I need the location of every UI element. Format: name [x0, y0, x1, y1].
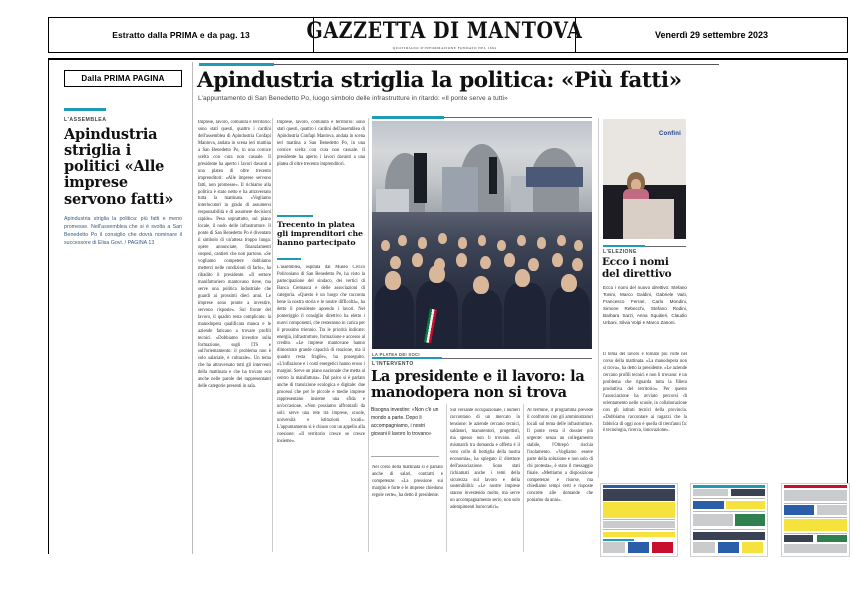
page-thumbnail-1[interactable]: [600, 483, 678, 557]
column-deck-headline: Trecento in platea gli imprenditori che hanno partecipato: [277, 220, 363, 248]
page-left-border: [48, 58, 49, 554]
sidebar-divider: [192, 62, 193, 554]
header-divider-rule: [48, 58, 848, 60]
column-rule-2: [368, 118, 369, 552]
elezione-hairline-rule: [645, 246, 686, 247]
elezione-accent-rule: [603, 245, 645, 247]
masthead-title: GAZZETTA DI MANTOVA: [306, 17, 583, 44]
page-header-bar: [48, 17, 848, 53]
body-column-e: Al termine, il programma prevede il confronto con gli amministratori locali sul tema delle infrastrutture. Il ponte resta il dossier più urgente: senza un collegamento stabile, l'Oltrepò rischia l'isolamento. «Vogliamo essere parte della soluzione e non solo di chi protesta», è stato il messaggio finale. «Mettiamo a disposizione competenze e risorse, ma chiediamo tempi certi e risposte concrete alle domande che poniamo da anni».: [527, 408, 593, 504]
pull-quote-rule: [371, 456, 439, 457]
body-column-f: Il tema del lavoro è tornato più volte nel corso della mattinata. «La manodopera non si trova», ha detto la presidente. «Le aziende cercano profili tecnici e non li trovano: è un problema che riguarda tutta la filiera produttiva del territorio». Per questo l'associazione ha avviato percorsi di orientamento nelle scuole, in collaborazione con gli istituti tecnici della provincia. «Dobbiamo raccontare ai ragazzi che la fabbrica di oggi non è quella di trent'anni fa: è tecnologia, ricerca, innovazione».: [603, 352, 687, 434]
president-podium-photo: [603, 119, 686, 239]
main-subheadline: L'appuntamento di San Benedetto Po, luogo simbolo delle infrastrutture in ritardo: «Il ponte serve a tutti»: [198, 95, 508, 102]
body-column-d: Sul versante occupazionale, i numeri raccontano di un mercato in tensione: le aziende cercano tecnici, saldatori, manutentori, progettisti, ma spesso non li trovano. «Il mismatch tra domanda e offerta è il vero collo di bottiglia della nostra economia», ha spiegato il direttore dell'associazione. Sono stati richiamati anche i temi della sicurezza sul lavoro e della sostenibilità: «Le nostre imprese stanno investendo molto, ma serve un accompagnamento serio, non solo adempimenti burocratici».: [450, 408, 520, 511]
main-accent-rule: [199, 63, 274, 66]
intervento-kicker: L'INTERVENTO: [372, 361, 414, 367]
photo-hairline-rule: [444, 117, 592, 118]
column-rule-4: [523, 404, 524, 552]
issue-date: Venerdì 29 settembre 2023: [654, 30, 769, 40]
masthead-cell: [306, 17, 583, 52]
elezione-names-text: Ecco i nomi del nuovo direttivo: Stefano Tonini, Marco Galdini, Gabriele Vaiti, Francesco Ferrari, Carlo Mondini, Simone Rebecchi, Stefano Rodini, Barbara Sarzi, Anna Squitieri, Claudio Urbani, Silvia Volpi e Marco Zanoni.: [603, 285, 687, 325]
pull-quote: Bisogna investire: «Non c'è un mondo a parte. Dopo li accompagniamo, i nostri giovani il lavoro lo trovano»: [371, 407, 439, 438]
column-rule-3: [446, 404, 447, 552]
intervento-hairline-rule: [442, 358, 592, 359]
deck-accent-rule-2: [277, 258, 301, 260]
page-right-border: [847, 58, 848, 554]
deck-accent-rule: [277, 215, 313, 217]
masthead-subtitle: QUOTIDIANO D'INFORMAZIONE FONDATO NEL 1664: [392, 45, 497, 50]
dalla-prima-pagina-badge: Dalla PRIMA PAGINA: [64, 70, 182, 87]
extract-label: Estratto dalla PRIMA e da pag. 13: [49, 18, 314, 52]
body-column-a: Imprese, lavoro, comunità e territorio: sono stati questi, quattro i cardini dell'assemblea di Apindustria Confapi Mantova, andata in scena ieri mattina a San Benedetto Po, in una cornice scelta con cura non casuale. Il presidente ha aperto i lavori davanti a una platea di oltre trecento imprenditori: «Alle imprese servono fatti, non promesse». Il richiamo alla politica è stato netto e ha attraversato tutta la mattinata. «Vogliamo interlocutori in grado di assumersi responsabilità e di assumere decisioni rapide». Pesa soprattutto, sul piano locale, il nodo delle infrastrutture. Il ponte di San Benedetto Po è diventato il simbolo di un'attesa troppo lunga: opere annunciate, finanziamenti sospesi, cantieri che non partono. «Se vogliamo competere dobbiamo metterci nelle condizioni di farlo», ha ribadito il presidente. «Il settore manifatturiero mantovano tiene, ma serve una politica industriale che guardi ai prossimi dieci anni. Le imprese sono pronte a investire, servono risposte». Sul fronte del lavoro, il quadro resta complicato: la manodopera qualificata manca e le aziende faticano a trovare profili tecnici. «Dobbiamo investire sulla formazione, sugli ITS e sull'orientamento: il problema non è solo salariale, è culturale». Un tema che ha attraversato tutti gli interventi della mattinata e che ha trovato eco anche nelle parole dei rappresentanti delle categorie presenti in sala.: [198, 120, 271, 390]
body-column-c: Nel corso della mattinata si è parlato anche di salari, contratti e competenze. «La pressione sui margini è forte e le imprese chiedono regole certe», ha detto il presidente.: [372, 465, 443, 498]
assembly-audience-photo: [372, 121, 592, 349]
sidebar-abstract: Apindustria striglia la politica: più fatti e meno promesse. Nell'assemblea che si è svolta a San Benedetto Po il consiglio che dovrà nominare il successore di Elisa Govi. / PAGINA 13: [64, 215, 182, 246]
body-column-b2: L'assemblea, ospitata dal Museo Civico Polironiano di San Benedetto Po, ha visto la partecipazione del sindaco, dei vertici di Banca Cremasca e delle associazioni di categoria. «Questo è un luogo che racconta bene la nostra storia e le nostre difficoltà», ha detto il presidente aprendo i lavori. Nel pomeriggio il consiglio direttivo ha eletto i nuovi componenti, che resteranno in carica per il prossimo triennio. Tra le priorità indicate: energia, infrastrutture, formazione e accesso al credito. «Le imprese mantovane hanno dimostrato grande capacità di reazione, ma il quadro resta fragile», ha proseguito. «L'inflazione e i costi energetici hanno eroso i margini. Serve un piano nazionale che metta al centro la manifattura». Dal palco si è parlato anche di transizione ecologica e digitale: due processi che per le piccole e medie imprese rappresentano insieme una sfida e un'occasione. «Non possiamo affrontarli da soli: serve una rete tra imprese, scuole, università e istituzioni locali». L'appuntamento si è chiuso con un appello alla coesione: «Il territorio cresce se cresce insieme».: [277, 265, 365, 444]
sidebar-headline: Apindustria striglia i politici «Alle imprese servono fatti»: [64, 125, 174, 208]
elezione-kicker: L'ELEZIONE: [603, 249, 637, 255]
page-thumbnail-2[interactable]: [690, 483, 768, 557]
intervento-headline: La presidente e il lavoro: la manodopera non si trova: [371, 368, 585, 402]
backdrop-text: Confini: [658, 131, 681, 137]
page-thumbnail-3[interactable]: [781, 483, 850, 557]
column-rule-1: [272, 118, 273, 552]
sidebar-accent-rule: [64, 108, 106, 111]
main-hairline-rule: [274, 64, 719, 65]
sidebar-kicker: L'ASSEMBLEA: [64, 116, 107, 123]
intervento-accent-rule: [372, 357, 442, 359]
body-column-b: Imprese, lavoro, comunità e territorio: sono stati questi, quattro i cardini dell'assemblea di Apindustria Confapi Mantova, andata in scena ieri mattina a San Benedetto Po, in una cornice scelta con cura non casuale. Il presidente ha aperto i lavori davanti a una platea di oltre trecento imprenditori.: [277, 120, 365, 167]
column-rule-5: [598, 118, 599, 478]
photo-accent-rule: [372, 116, 444, 119]
sidebar-column: [64, 70, 188, 248]
photo-caption: LA PLATEA DEI SOCI: [372, 352, 420, 357]
main-headline: Apindustria striglia la politica: «Più fatti»: [197, 68, 682, 93]
elezione-headline: Ecco i nomi del direttivo: [602, 256, 672, 280]
